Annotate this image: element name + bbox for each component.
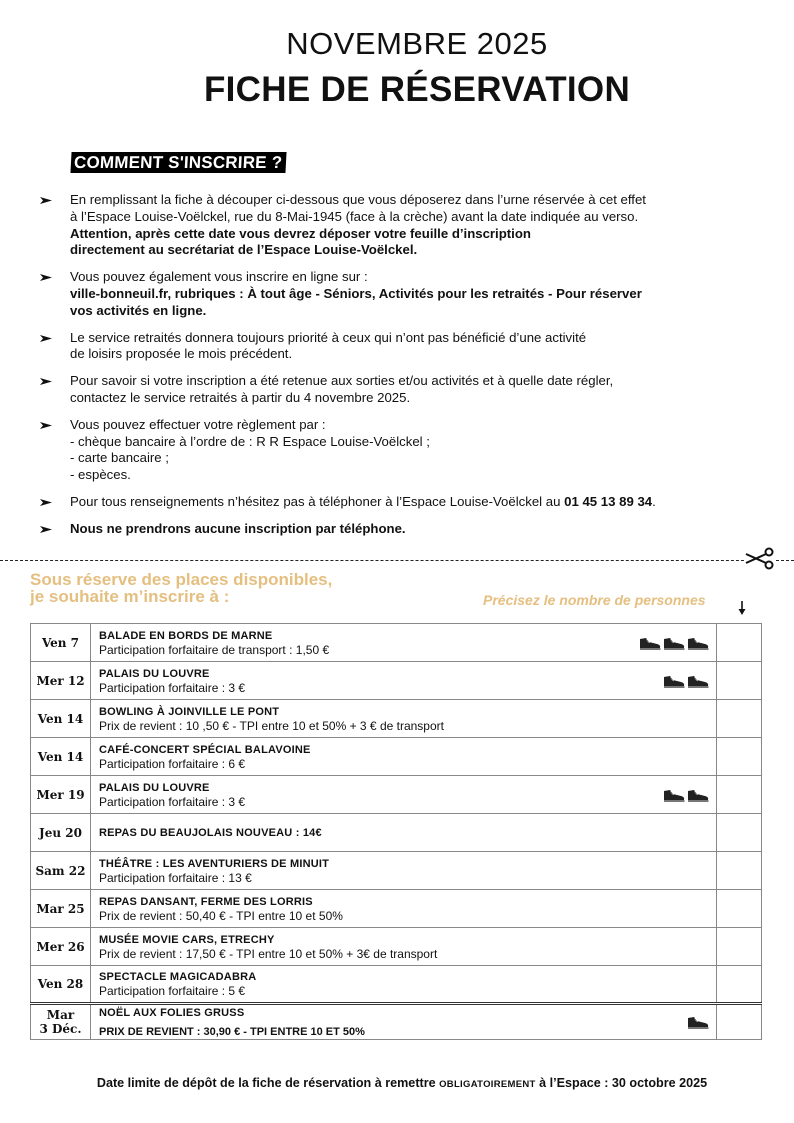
event-price: Participation forfaitaire : 3 € — [99, 680, 246, 695]
howto-label: COMMENT S'INSCRIRE ? — [70, 152, 286, 173]
walking-level — [638, 635, 710, 651]
walking-shoe-icon — [662, 635, 686, 651]
table-row — [31, 890, 762, 928]
event-description — [91, 700, 717, 738]
quantity-field[interactable] — [717, 890, 762, 928]
down-arrow-icon — [737, 600, 747, 616]
event-description — [91, 890, 717, 928]
instruction-line: de loisirs proposée le mois précédent. — [70, 346, 293, 362]
event-day: Ven 14 — [31, 700, 91, 738]
event-title: BOWLING À JOINVILLE LE PONT — [99, 705, 280, 718]
arrow-bullet-icon — [40, 421, 52, 430]
table-row — [31, 700, 762, 738]
instruction-line: - chèque bancaire à l’ordre de : R R Espace Louise-Voëlckel ; — [70, 433, 430, 449]
instruction-item — [40, 373, 750, 407]
quantity-instruction: Précisez le nombre de personnes — [483, 592, 706, 608]
event-description — [91, 776, 717, 814]
arrow-bullet-icon — [40, 377, 52, 386]
event-day: Mar 3 Déc. — [31, 1004, 91, 1040]
instruction-line: à l’Espace Louise-Voëlckel, rue du 8-Mai-1945 (face à la crèche) avant la date indiquée au verso. — [70, 208, 639, 224]
instruction-line: Pour savoir si votre inscription a été retenue aux sorties et/ou activités et à quelle date régler, — [70, 373, 614, 389]
month-heading: NOVEMBRE 2025 — [286, 26, 548, 61]
arrow-bullet-icon — [40, 273, 52, 282]
walking-shoe-icon — [662, 787, 686, 803]
walking-level — [686, 1014, 710, 1030]
instruction-line: Le service retraités donnera toujours priorité à ceux qui n’ont pas bénéficié d’une activité — [70, 329, 587, 345]
instruction-line: Vous pouvez également vous inscrire en ligne sur : — [70, 269, 368, 285]
event-price: Prix de revient : 50,40 € - TPI entre 10 et 50% — [99, 908, 343, 923]
quantity-field[interactable] — [717, 776, 762, 814]
event-description — [91, 852, 717, 890]
event-description — [91, 624, 717, 662]
quantity-field[interactable] — [717, 966, 762, 1004]
instruction-item — [40, 192, 750, 259]
cut-line — [0, 560, 794, 561]
table-row — [31, 1004, 762, 1040]
instruction-item — [40, 417, 750, 484]
table-row — [31, 738, 762, 776]
walking-shoe-icon — [686, 1014, 710, 1030]
event-title: REPAS DU BEAUJOLAIS NOUVEAU : 14€ — [99, 826, 322, 839]
event-day: Mer 12 — [31, 662, 91, 700]
arrow-bullet-icon — [40, 334, 52, 343]
event-title: BALADE EN BORDS DE MARNE — [99, 629, 273, 642]
quantity-field[interactable] — [717, 814, 762, 852]
deadline-footer: Date limite de dépôt de la fiche de réservation à remettre OBLIGATOIREMENT à l’Espace : 30 octobre 2025 — [96, 1076, 708, 1090]
table-row — [31, 928, 762, 966]
scissors-icon — [744, 546, 776, 572]
event-day: Ven 28 — [31, 966, 91, 1004]
event-description — [91, 966, 717, 1004]
event-title: PALAIS DU LOUVRE — [99, 667, 210, 680]
instruction-line: - carte bancaire ; — [70, 450, 169, 466]
table-row — [31, 966, 762, 1004]
event-description — [91, 814, 717, 852]
instruction-line: contactez le service retraités à partir du 4 novembre 2025. — [70, 389, 411, 405]
event-title: CAFÉ-CONCERT SPÉCIAL BALAVOINE — [99, 743, 311, 756]
event-price: Participation forfaitaire : 6 € — [99, 756, 246, 771]
event-price: Participation forfaitaire : 3 € — [99, 794, 246, 809]
event-day: Sam 22 — [31, 852, 91, 890]
event-price: Participation forfaitaire de transport : 1,50 € — [99, 642, 330, 657]
instruction-line: - espèces. — [70, 467, 131, 483]
event-price: Participation forfaitaire : 5 € — [99, 984, 246, 998]
quantity-field[interactable] — [717, 662, 762, 700]
table-row — [31, 624, 762, 662]
walking-level — [662, 673, 710, 689]
event-day: Jeu 20 — [31, 814, 91, 852]
quantity-field[interactable] — [717, 1004, 762, 1040]
event-day: Ven 7 — [31, 624, 91, 662]
arrow-bullet-icon — [40, 525, 52, 534]
event-price: Prix de revient : 17,50 € - TPI entre 10 et 50% + 3€ de transport — [99, 946, 438, 961]
table-row — [31, 662, 762, 700]
event-day: Mar 25 — [31, 890, 91, 928]
quantity-field[interactable] — [717, 738, 762, 776]
instruction-item — [40, 494, 750, 511]
instruction-line: vos activités en ligne. — [70, 302, 207, 318]
arrow-bullet-icon — [40, 498, 52, 507]
walking-shoe-icon — [662, 673, 686, 689]
instructions-list — [40, 192, 750, 548]
table-row — [31, 776, 762, 814]
event-title: REPAS DANSANT, FERME DES LORRIS — [99, 895, 313, 908]
event-title: SPECTACLE MAGICADABRA — [99, 971, 257, 983]
walking-shoe-icon — [686, 635, 710, 651]
event-price: Prix de revient : 10 ,50 € - TPI entre 10 et 50% + 3 € de transport — [99, 718, 444, 733]
instruction-line: Nous ne prendrons aucune inscription par téléphone. — [70, 520, 406, 536]
phone-number: 01 45 13 89 34 — [564, 493, 653, 509]
instruction-line: Vous pouvez effectuer votre règlement par : — [70, 416, 326, 432]
event-day: Ven 14 — [31, 738, 91, 776]
event-description — [91, 662, 717, 700]
instruction-line: Pour tous renseignements n’hésitez pas à téléphoner à l’Espace Louise-Voëlckel au 01 45 13 89 34. — [70, 493, 656, 509]
walking-shoe-icon — [638, 635, 662, 651]
walking-shoe-icon — [686, 673, 710, 689]
event-price: PRIX DE REVIENT : 30,90 € - TPI ENTRE 10 ET 50% — [99, 1025, 365, 1038]
instruction-item — [40, 330, 750, 364]
table-row — [31, 814, 762, 852]
event-description — [91, 928, 717, 966]
event-price: Participation forfaitaire : 13 € — [99, 870, 252, 885]
quantity-field[interactable] — [717, 624, 762, 662]
event-day: Mer 19 — [31, 776, 91, 814]
instruction-line: Attention, après cette date vous devrez déposer votre feuille d’inscription — [70, 225, 531, 241]
instruction-item — [40, 269, 750, 319]
quantity-field[interactable] — [717, 700, 762, 738]
event-day: Mer 26 — [31, 928, 91, 966]
instruction-line: ville-bonneuil.fr, rubriques : À tout âge - Séniors, Activités pour les retraités - Pour réserver — [70, 285, 642, 301]
event-title: PALAIS DU LOUVRE — [99, 781, 210, 794]
events-table — [30, 623, 762, 1040]
page-title: FICHE DE RÉSERVATION — [203, 70, 631, 109]
event-title: THÉÂTRE : LES AVENTURIERS DE MINUIT — [99, 857, 330, 870]
walking-level — [662, 787, 710, 803]
walking-shoe-icon — [686, 787, 710, 803]
instruction-item — [40, 521, 750, 538]
event-title: MUSÉE MOVIE CARS, ETRECHY — [99, 933, 275, 946]
reserve-note: Sous réserve des places disponibles, je souhaite m’inscrire à : — [30, 570, 333, 606]
event-description — [91, 738, 717, 776]
arrow-bullet-icon — [40, 196, 52, 205]
instruction-line: En remplissant la fiche à découper ci-dessous que vous déposerez dans l’urne réservée à cet effet — [70, 192, 646, 207]
quantity-field[interactable] — [717, 852, 762, 890]
instruction-line: directement au secrétariat de l’Espace Louise-Voëlckel. — [70, 242, 418, 258]
event-title: NOËL AUX FOLIES GRUSS — [99, 1006, 245, 1019]
table-row — [31, 852, 762, 890]
quantity-field[interactable] — [717, 928, 762, 966]
event-description — [91, 1004, 717, 1040]
